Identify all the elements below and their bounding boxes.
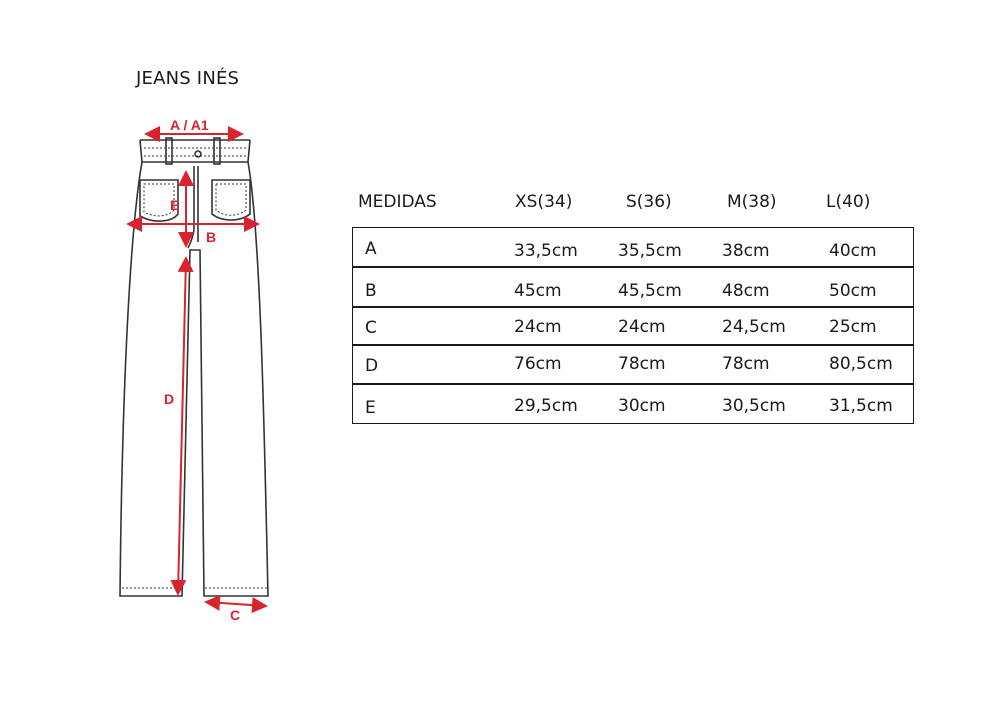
row-label-e: E xyxy=(365,398,376,418)
cell-b-l: 50cm xyxy=(829,281,877,301)
header-s: S(36) xyxy=(626,192,672,212)
cell-d-l: 80,5cm xyxy=(829,354,893,374)
cell-a-l: 40cm xyxy=(829,241,877,261)
row-divider xyxy=(353,306,913,308)
header-medidas: MEDIDAS xyxy=(358,192,437,212)
header-xs: XS(34) xyxy=(515,192,573,212)
header-l: L(40) xyxy=(826,192,871,212)
cell-a-s: 35,5cm xyxy=(618,241,682,261)
jeans-outline xyxy=(120,138,268,596)
cell-c-m: 24,5cm xyxy=(722,317,786,337)
row-divider xyxy=(353,266,913,268)
cell-c-s: 24cm xyxy=(618,317,666,337)
cell-e-s: 30cm xyxy=(618,396,666,416)
row-divider xyxy=(353,383,913,385)
cell-a-xs: 33,5cm xyxy=(514,241,578,261)
cell-a-m: 38cm xyxy=(722,241,770,261)
jeans-diagram xyxy=(110,110,290,630)
size-table xyxy=(352,227,914,424)
cell-d-s: 78cm xyxy=(618,354,666,374)
row-label-c: C xyxy=(365,318,377,338)
cell-c-l: 25cm xyxy=(829,317,877,337)
row-label-b: B xyxy=(365,281,377,301)
cell-b-m: 48cm xyxy=(722,281,770,301)
measurement-arrows xyxy=(128,134,266,606)
row-label-a: A xyxy=(365,239,377,259)
label-a: A / A1 xyxy=(170,117,209,133)
cell-d-m: 78cm xyxy=(722,354,770,374)
label-b: B xyxy=(206,229,217,245)
arrow-c xyxy=(206,602,266,606)
header-m: M(38) xyxy=(727,192,777,212)
cell-b-xs: 45cm xyxy=(514,281,562,301)
page-title: JEANS INÉS xyxy=(136,68,240,89)
label-e: E xyxy=(170,197,180,213)
cell-b-s: 45,5cm xyxy=(618,281,682,301)
cell-c-xs: 24cm xyxy=(514,317,562,337)
cell-e-m: 30,5cm xyxy=(722,396,786,416)
row-label-d: D xyxy=(365,356,379,376)
label-c: C xyxy=(230,607,241,623)
cell-e-xs: 29,5cm xyxy=(514,396,578,416)
row-divider xyxy=(353,344,913,346)
arrow-d xyxy=(178,258,186,594)
cell-e-l: 31,5cm xyxy=(829,396,893,416)
label-d: D xyxy=(164,391,175,407)
cell-d-xs: 76cm xyxy=(514,354,562,374)
